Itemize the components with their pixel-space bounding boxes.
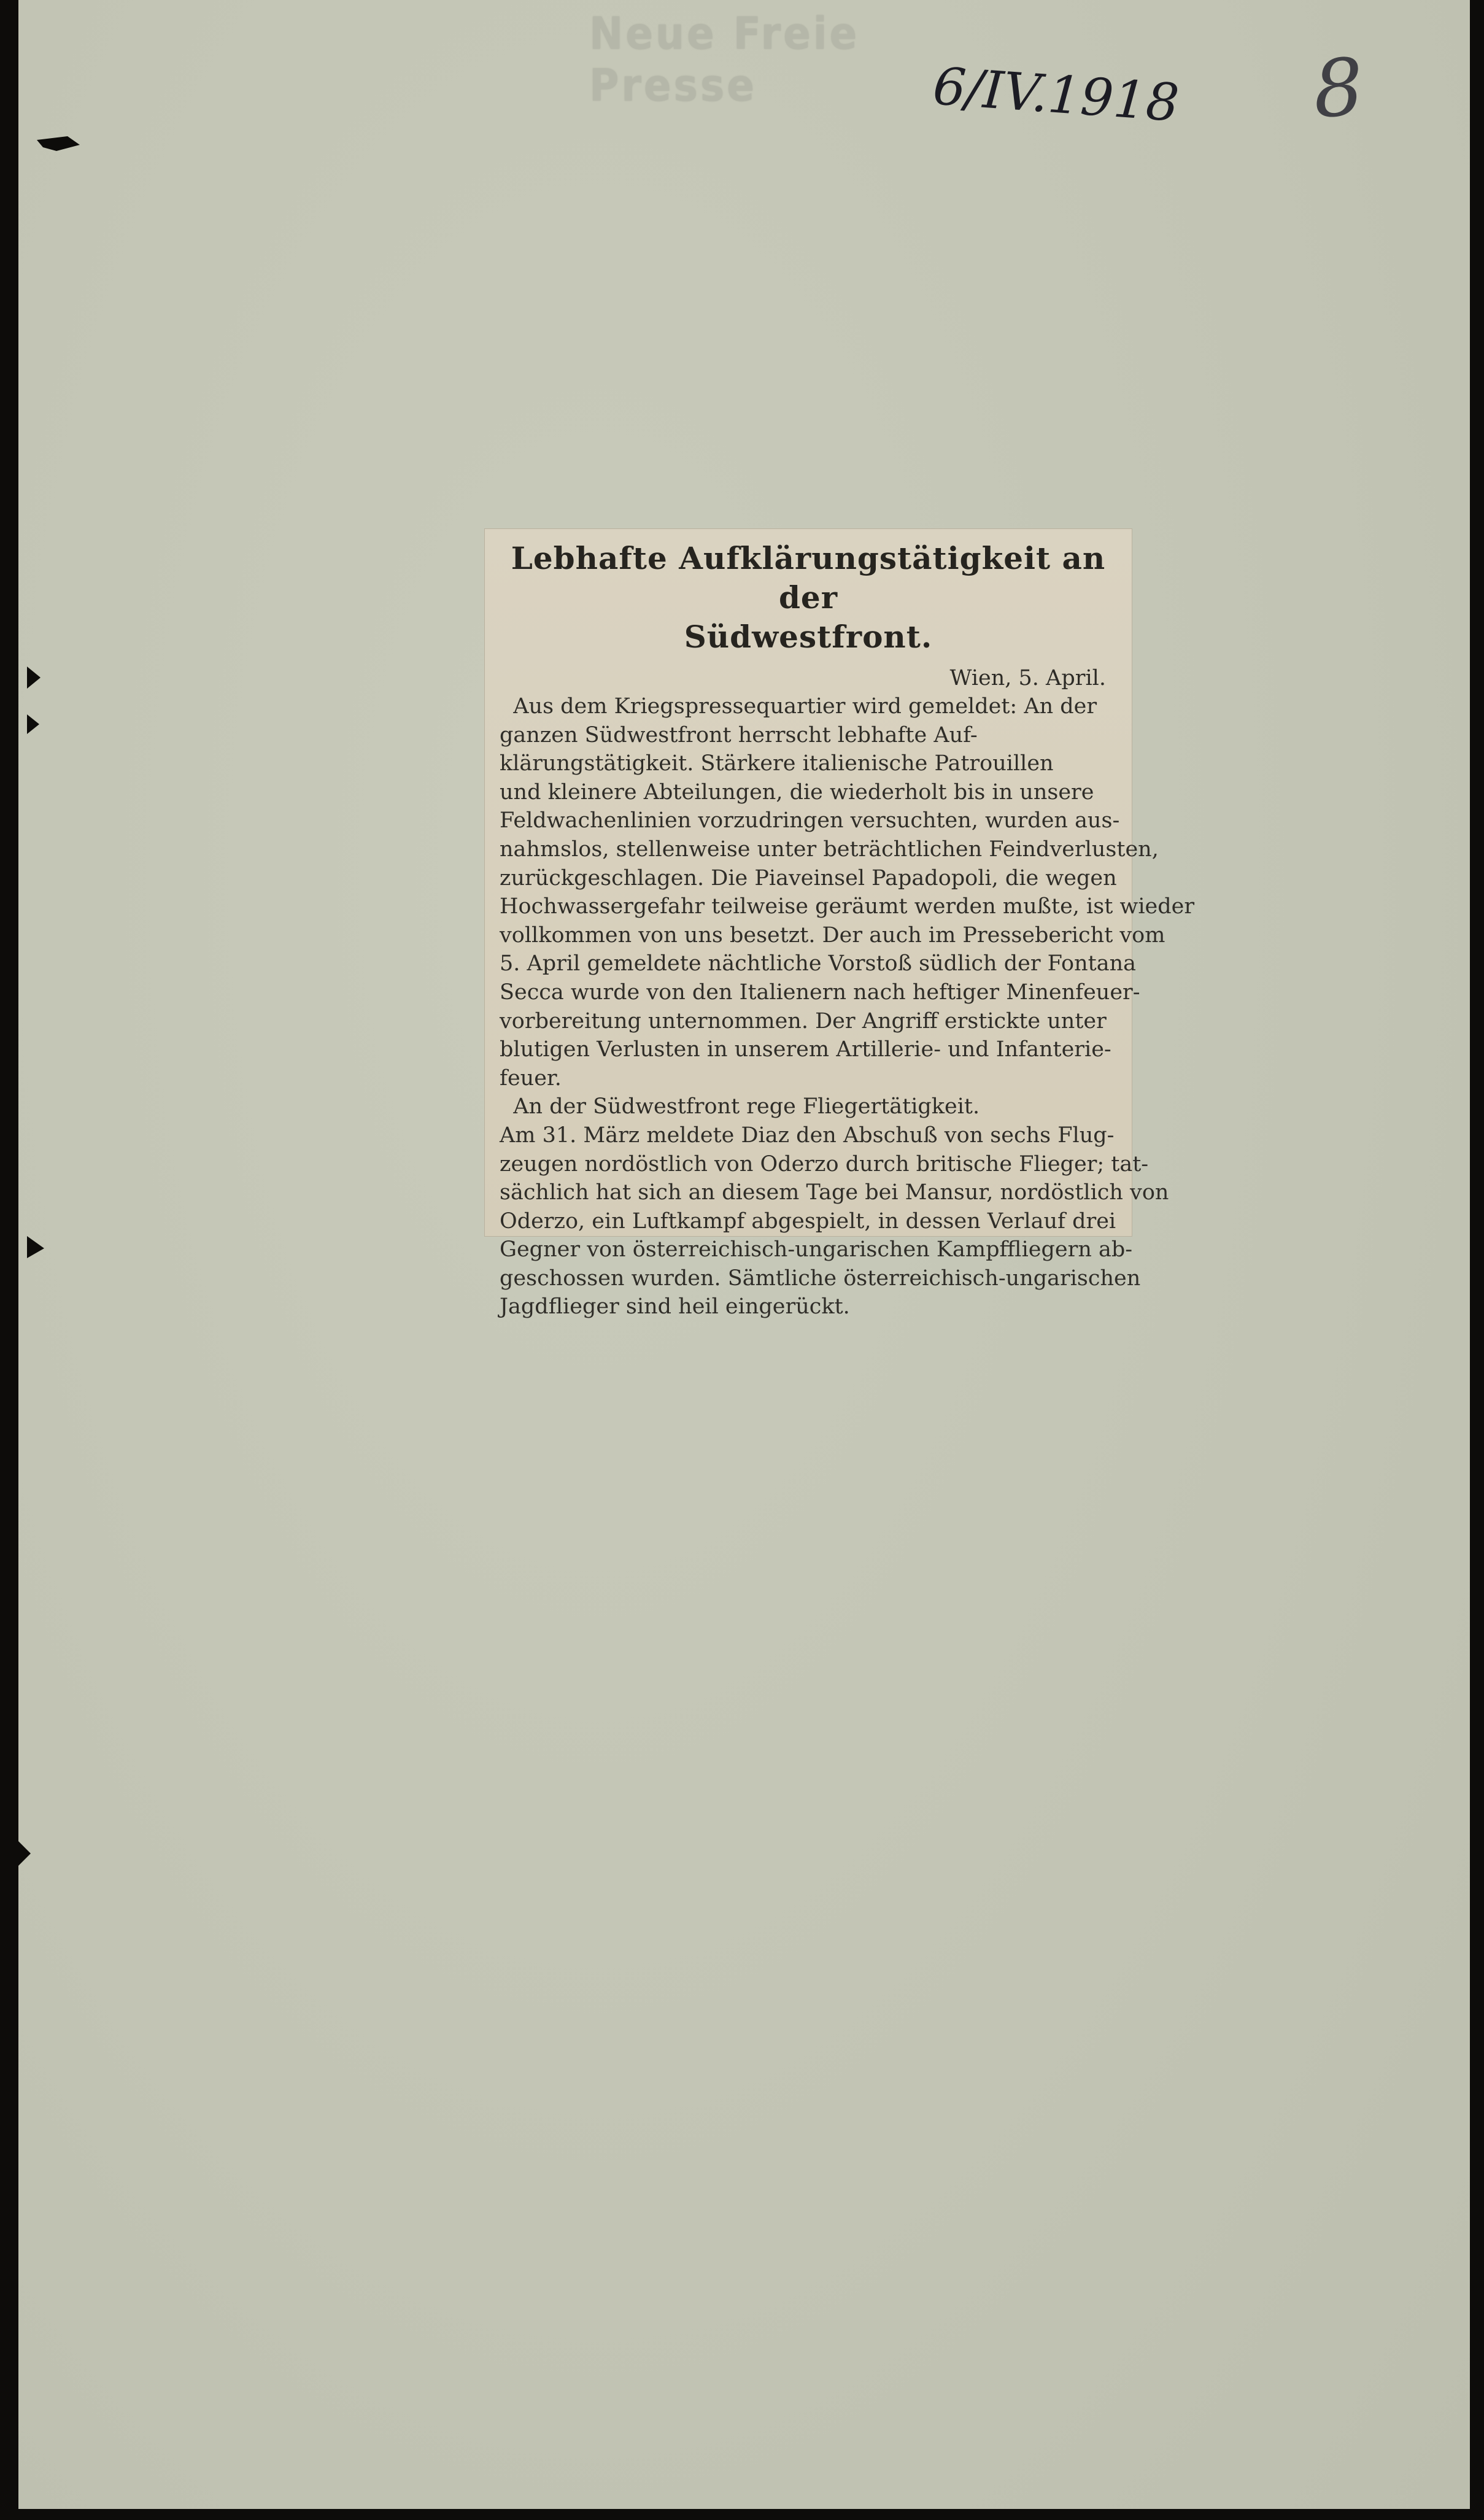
article-headline [500,539,1117,657]
archive-sheet [18,0,1470,2509]
handwritten-date: 6/IV.1918 [931,56,1181,133]
article-paragraph-1: Aus dem Kriegspressequartier wird gemeldet: An der ganzen Südwestfront herrscht lebhafte Auf- klärungstätigkeit. Stärkere italienische Patrouillen und kleinere Abteilungen, die wiederholt bis in unsere Feldwachenlinien vorzudringen versuchten, wurden aus- nahmslos, stellenweise unter beträchtlichen Feindverlusten, zurückgeschlagen. Die Piaveinsel Papadopoli, die wegen Hochwassergefahr teilweise geräumt werden mußte, ist wieder vollkommen von uns besetzt. Der auch im Pressebericht vom 5. April gemeldete nächtliche Vorstoß südlich der Fontana Secca wurde von den Italienern nach heftiger Minenfeuer- vorbereitung unternommen. Der Angriff erstickte unter blutigen Verlusten in unserem Artillerie- und Infanterie- feuer. [500,694,1195,1091]
archive-stamp: Neue Freie Presse [589,7,860,112]
article-paragraph-2: An der Südwestfront rege Fliegertätigkeit. Am 31. März meldete Diaz den Abschuß von sechs Flug- zeugen nordöstlich von Oderzo durch britische Flieger; tat- sächlich hat sich an diesem Tage bei Mansur, nordöstlich von Oderzo, ein Luftkampf abgespielt, in dessen Verlauf drei Gegner von österreichisch-ungarischen Kampffliegern ab- geschossen wurden. Sämtliche österreichisch-ungarischen Jagdflieger sind heil eingerückt. [500,1094,1169,1320]
handwritten-page-number: 8 [1310,41,1367,136]
headline-line-2: Südwestfront. [684,619,933,655]
newspaper-clipping [485,529,1195,1320]
headline-line-1: Lebhafte Aufklärungstätigkeit an der [511,540,1106,616]
article-dateline: Wien, 5. April. [949,666,1106,690]
